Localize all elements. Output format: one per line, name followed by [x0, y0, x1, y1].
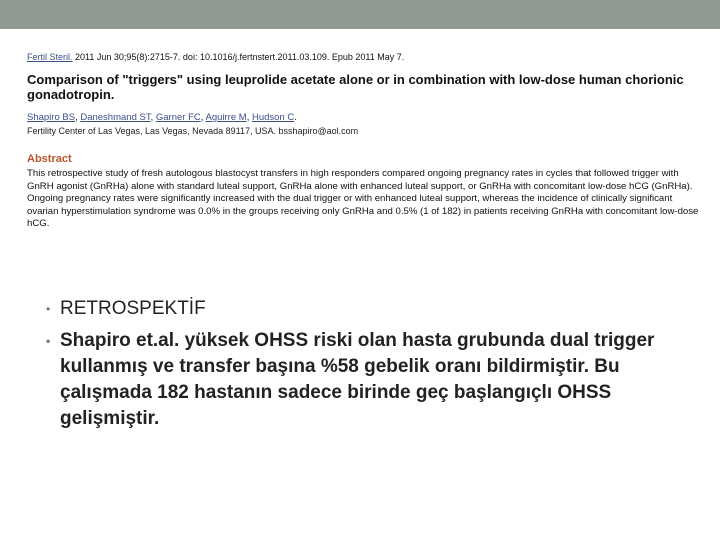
citation-details: 2011 Jun 30;95(8):2715-7. doi: 10.1016/j.fertnstert.2011.03.109. Epub 2011 May 7. [72, 52, 405, 62]
author-link[interactable]: Hudson C [251, 112, 295, 123]
bullet-item [46, 296, 686, 322]
author-link[interactable]: Shapiro BS [27, 112, 76, 123]
journal-link[interactable]: Fertil Steril. [27, 52, 73, 62]
bullet-text: Shapiro et.al. yüksek OHSS riski olan hasta grubunda dual trigger kullanmış ve transfer başına %58 gebelik oranı bildirmiştir. Bu çalışmada 182 hastanın sadece birinde geç başlangıçlı OHSS gelişmiştir. [60, 330, 655, 429]
citation [27, 52, 707, 63]
author-link[interactable]: Aguirre M [205, 112, 247, 123]
bullet-icon: • [46, 334, 51, 348]
affiliation: Fertility Center of Las Vegas, Las Vegas, Nevada 89117, USA. bsshapiro@aol.com [27, 126, 359, 136]
author-link[interactable]: Daneshmand ST [80, 112, 151, 123]
article-title: Comparison of "triggers" using leuprolide acetate alone or in combination with low-dose human chorionic gonadotropin. [27, 72, 684, 102]
abstract-heading: Abstract [27, 153, 72, 165]
author-link[interactable]: Garner FC [155, 112, 201, 123]
abstract-text: This retrospective study of fresh autologous blastocyst transfers in high responders compared ongoing pregnancy rates in cycles that followed trigger with GnRH agonist (GnRHa) alone with standard luteal support, GnRHa alone with enhanced luteal support, or GnRHa with concomitant low-dose hCG (GnRHa). Ongoing pregnancy rates were significantly increased with the dual trigger or with enhanced luteal support, whereas the incidence of clinically significant ovarian hyperstimulation syndrome was 0.0% in the groups receiving only GnRHa and 0.5% (1 of 182) in patients receiving GnRHa with concomitant low-dose hCG. [27, 168, 699, 230]
author-list: Shapiro BS, Daneshmand ST, Garner FC, Aguirre M, Hudson C. [27, 112, 297, 123]
top-bar [0, 0, 720, 29]
bullet-icon: • [46, 302, 51, 316]
bullet-list [46, 296, 686, 438]
bullet-text: RETROSPEKTİF [60, 298, 206, 319]
bullet-item [46, 328, 686, 432]
